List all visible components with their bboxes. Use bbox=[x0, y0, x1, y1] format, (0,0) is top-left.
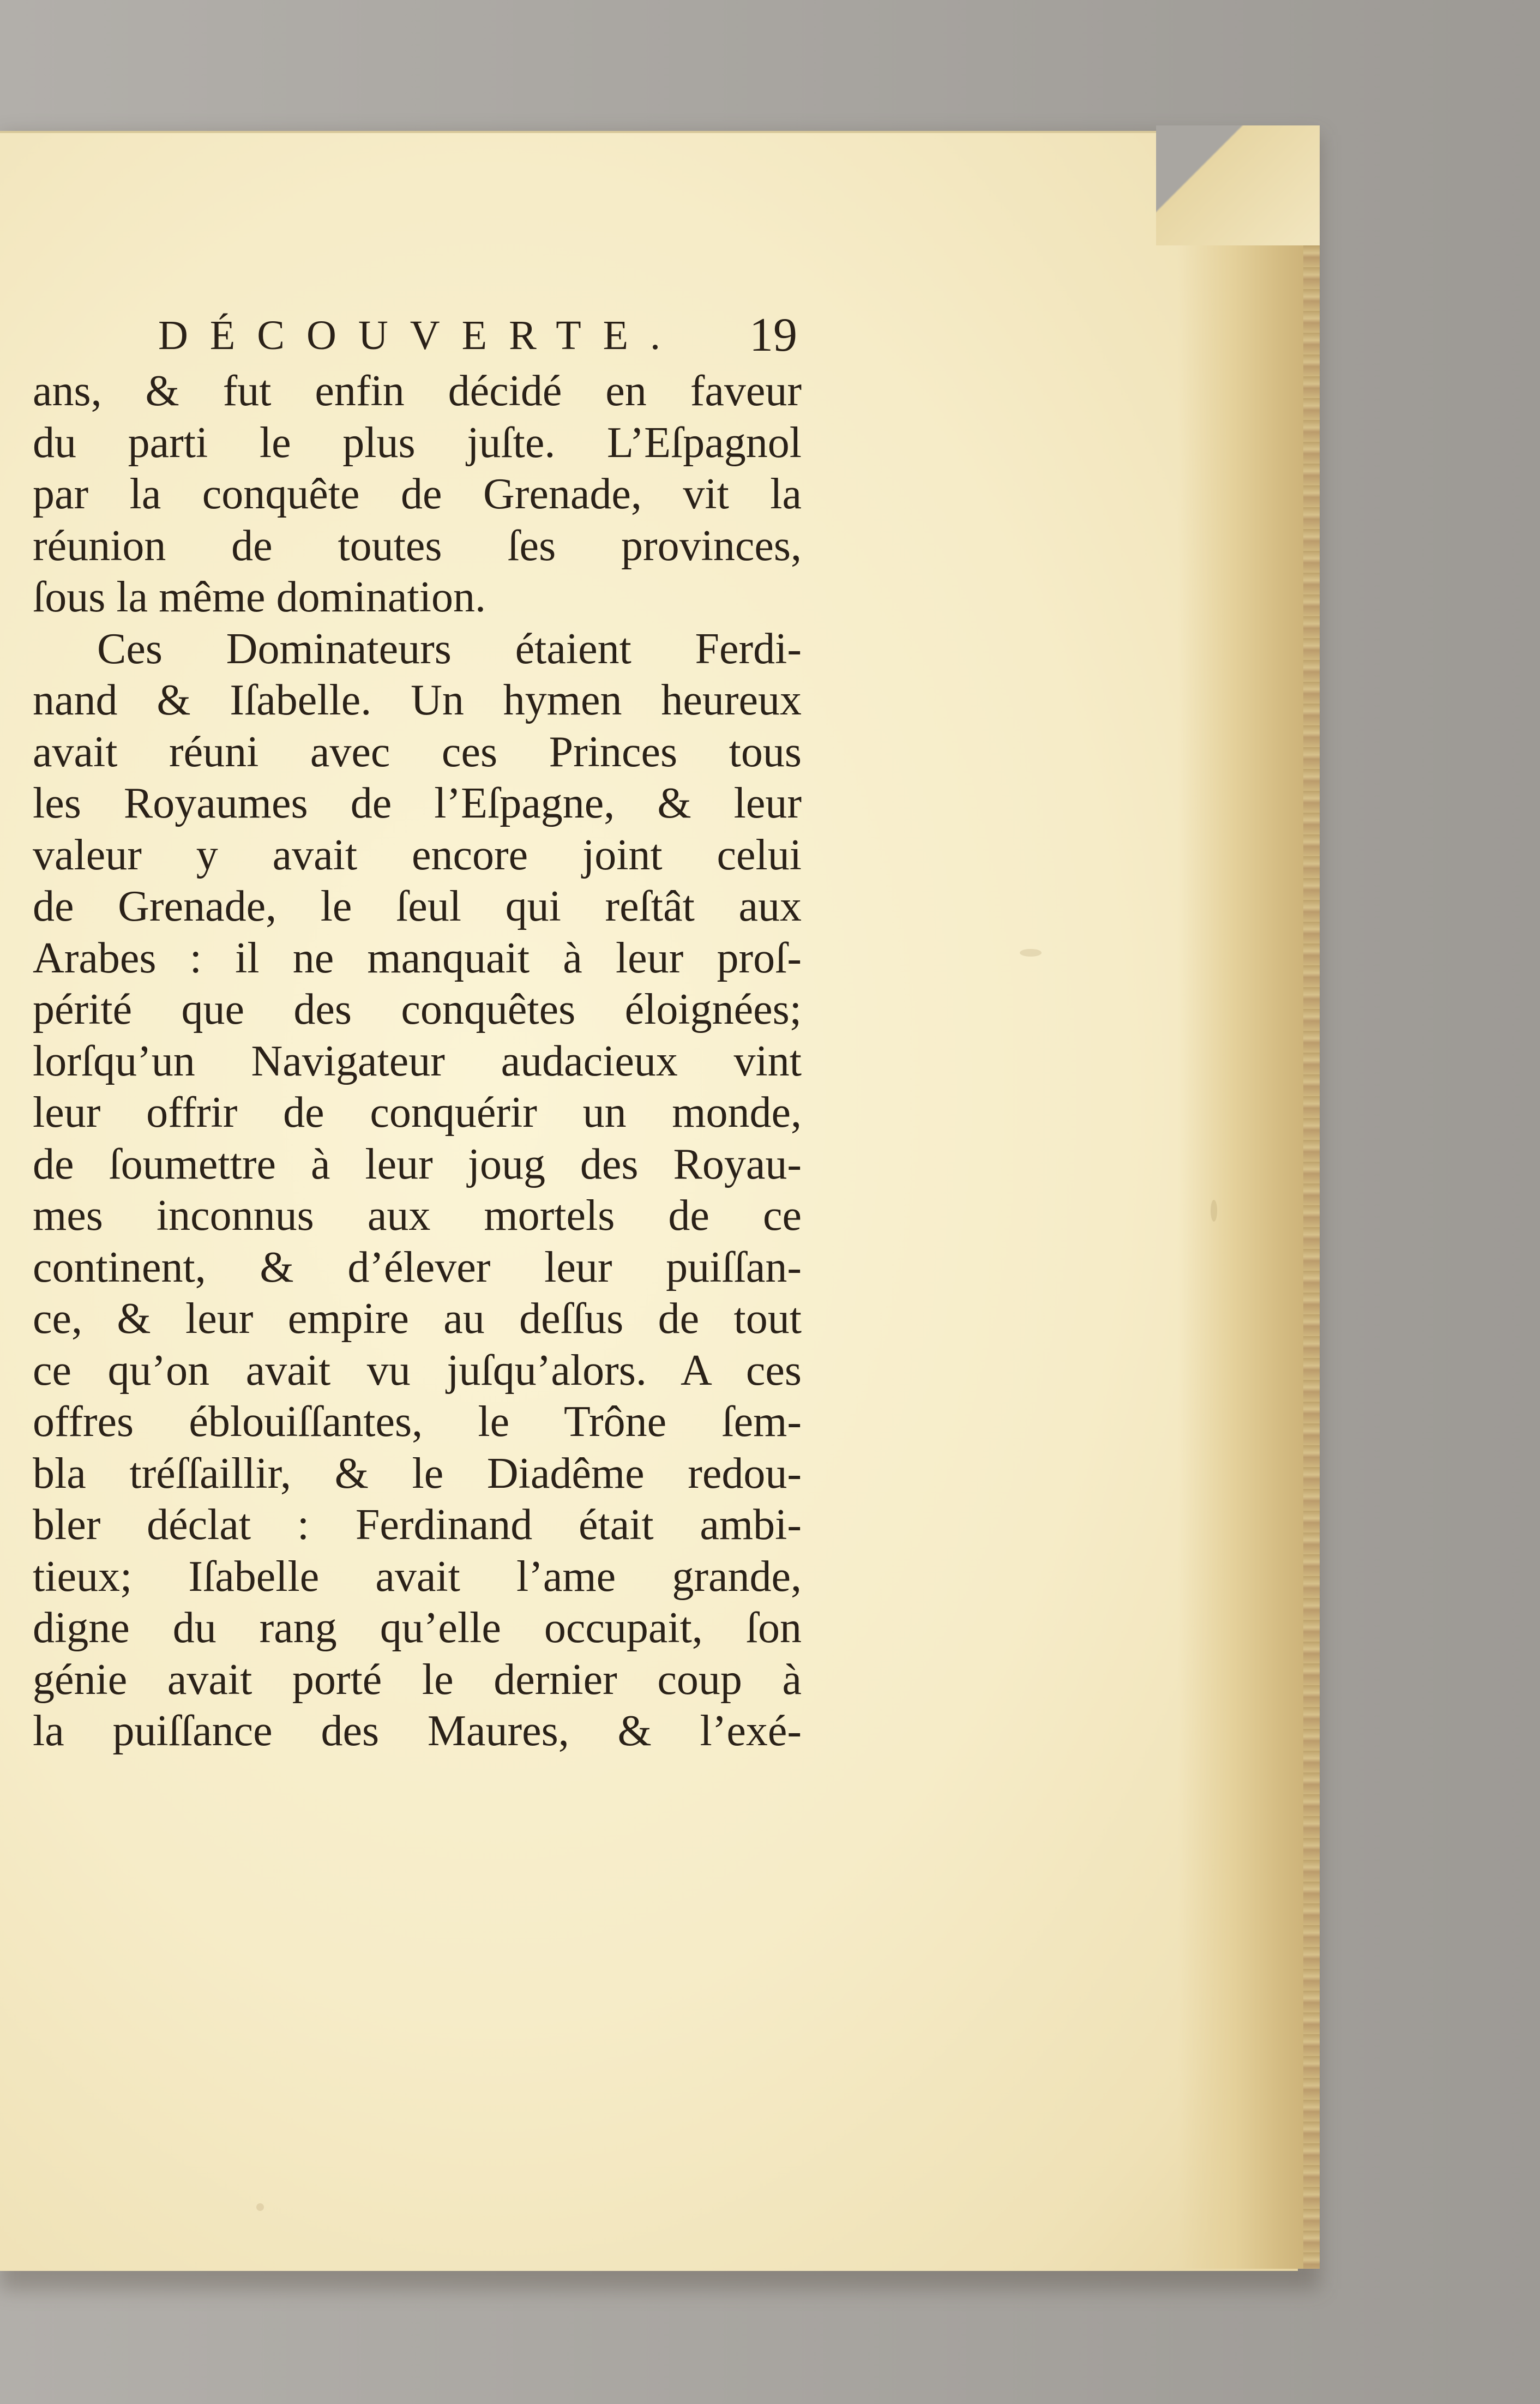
running-head bbox=[33, 305, 802, 365]
text-line: Ces Dominateurs étaient Ferdi- bbox=[97, 624, 802, 673]
text-line: leur offrir de conquérir un monde, bbox=[33, 1089, 802, 1137]
text-line: Arabes : il ne manquait à leur proſ- bbox=[33, 934, 802, 982]
text-line: génie avait porté le dernier coup à bbox=[33, 1655, 802, 1704]
text-line: ſous la même domination. bbox=[33, 573, 486, 621]
paper-stain bbox=[256, 2203, 264, 2211]
text-line: ce, & leur empire au deſſus de tout bbox=[33, 1295, 802, 1343]
worn-page-edge bbox=[1178, 136, 1320, 2269]
text-line: bler déclat : Ferdinand était ambi- bbox=[33, 1501, 802, 1549]
text-line: ce qu’on avait vu juſqu’alors. A ces bbox=[33, 1346, 802, 1395]
frayed-page-corner bbox=[1156, 125, 1320, 245]
text-line: valeur y avait encore joint celui bbox=[33, 831, 802, 879]
text-line: les Royaumes de l’Eſpagne, & leur bbox=[33, 779, 802, 827]
text-line: par la conquête de Grenade, vit la bbox=[33, 470, 802, 518]
text-line: périté que des conquêtes éloignées; bbox=[33, 985, 802, 1033]
text-line: digne du rang qu’elle occupait, ſon bbox=[33, 1604, 802, 1652]
text-line: du parti le plus juſte. L’Eſpagnol bbox=[33, 418, 802, 467]
page-number: 19 bbox=[749, 309, 797, 362]
text-line: bla tréſſaillir, & le Diadême redou- bbox=[33, 1449, 802, 1498]
text-line: continent, & d’élever leur puiſſan- bbox=[33, 1243, 802, 1291]
page-text bbox=[33, 305, 802, 1757]
text-line: la puiſſance des Maures, & l’exé- bbox=[33, 1707, 802, 1755]
text-line: lorſqu’un Navigateur audacieux vint bbox=[33, 1037, 802, 1085]
text-line: nand & Iſabelle. Un hymen heureux bbox=[33, 676, 802, 724]
text-line: réunion de toutes ſes provinces, bbox=[33, 521, 802, 570]
text-line: ans, & fut enfin décidé en faveur bbox=[33, 367, 802, 415]
text-line: avait réuni avec ces Princes tous bbox=[33, 728, 802, 776]
text-line: offres éblouiſſantes, le Trône ſem- bbox=[33, 1398, 802, 1446]
text-line: mes inconnus aux mortels de ce bbox=[33, 1192, 802, 1240]
text-line: de Grenade, le ſeul qui reſtât aux bbox=[33, 882, 802, 930]
text-line: de ſoumettre à leur joug des Royau- bbox=[33, 1140, 802, 1188]
text-body bbox=[33, 365, 802, 1757]
text-line: tieux; Iſabelle avait l’ame grande, bbox=[33, 1552, 802, 1601]
paper-stain bbox=[1020, 949, 1042, 957]
paper-stain bbox=[1211, 1200, 1217, 1222]
running-head-title: DÉCOUVERTE. bbox=[158, 312, 683, 358]
